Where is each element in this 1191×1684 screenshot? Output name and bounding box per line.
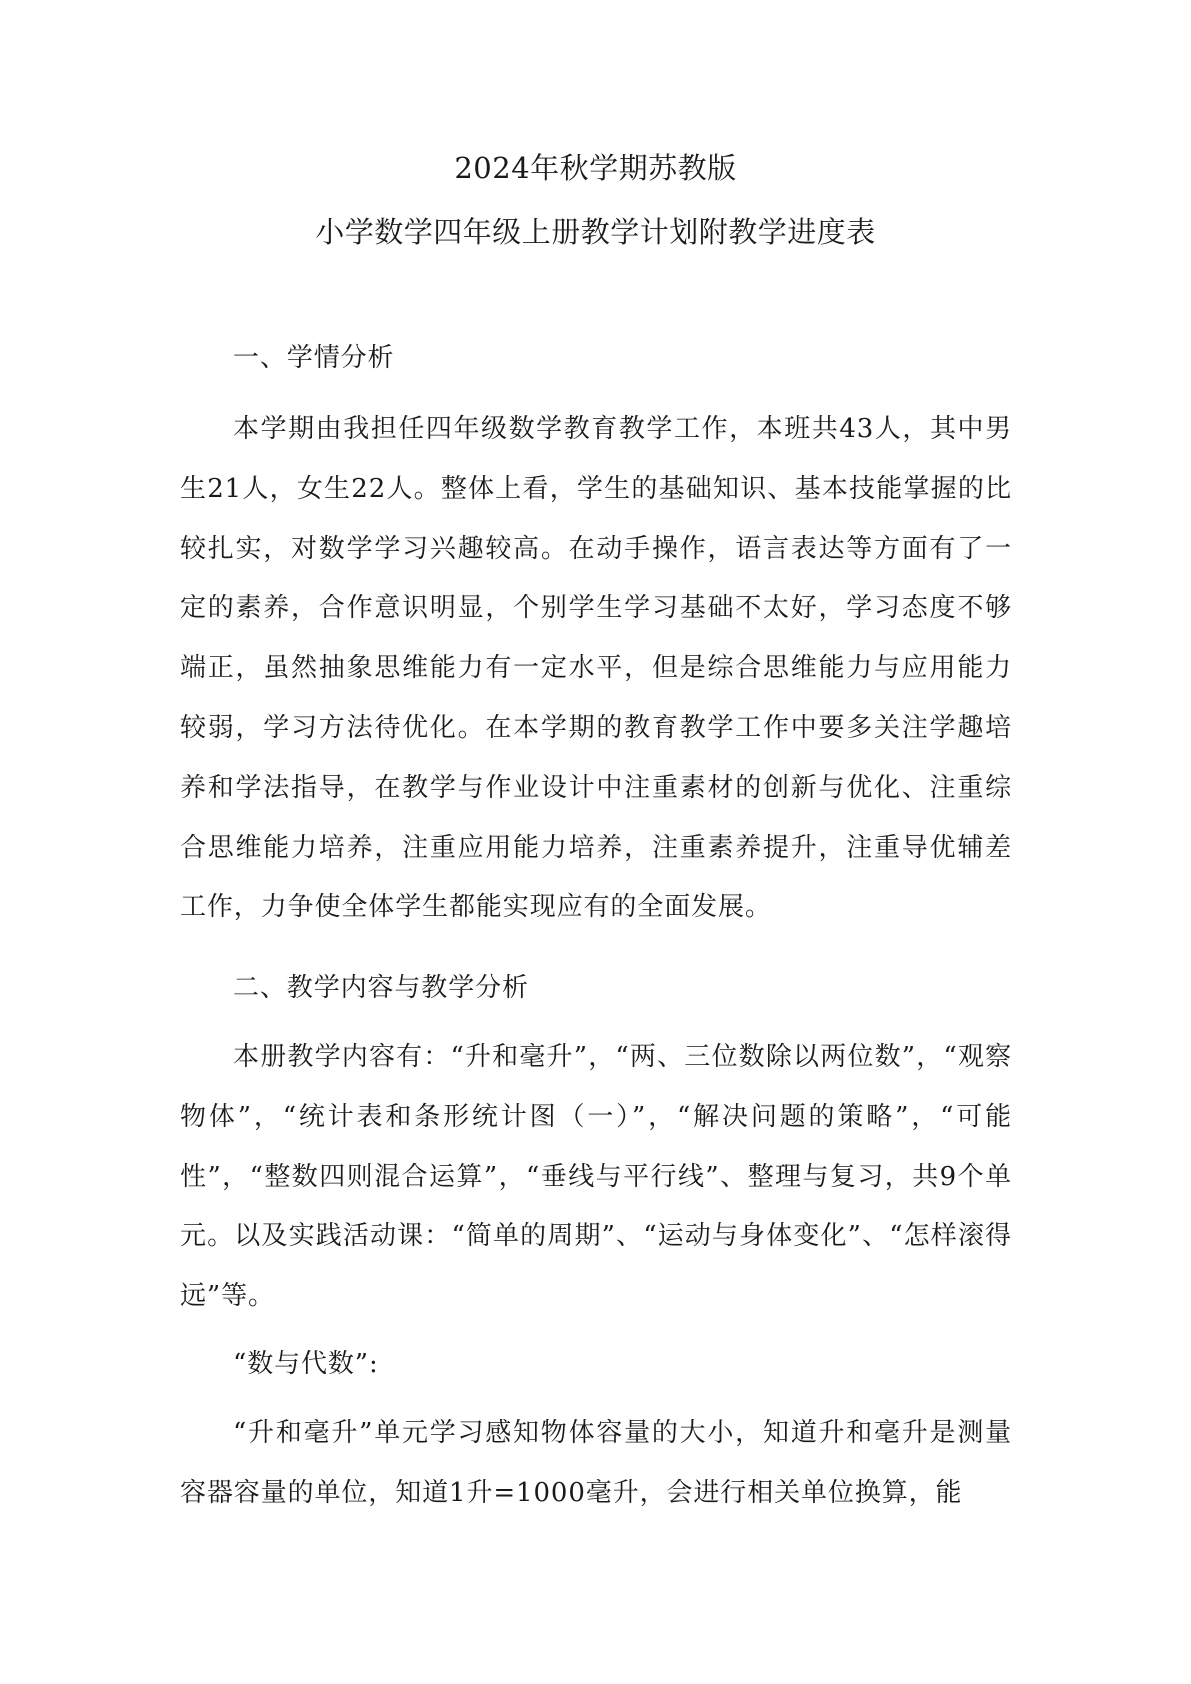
section-heading-content-analysis: 二、教学内容与教学分析: [233, 973, 529, 1003]
subheading-number-algebra: “数与代数”:: [233, 1349, 379, 1379]
paragraph-content-analysis: 本册教学内容有：“升和毫升”，“两、三位数除以两位数”，“观察物体”，“统计表和条形统计图（一）”，“解决问题的策略”，“可能性”，“整数四则混合运算”，“垂线与平行线”、整理与复习，共9个单元。以及实践活动课：“简单的周期”、“运动与身体变化”、“怎样滚得远”等。: [180, 1042, 1012, 1312]
paragraph-liters-milliliters: “升和毫升”单元学习感知物体容量的大小，知道升和毫升是测量容器容量的单位，知道1升=1000毫升，会进行相关单位换算，能: [180, 1418, 1012, 1508]
document-title-line-1: 2024年秋学期苏教版: [454, 151, 737, 185]
document-title-line-2: 小学数学四年级上册教学计划附教学进度表: [315, 215, 876, 249]
paragraph-learning-analysis: 本学期由我担任四年级数学教育教学工作，本班共43人，其中男生21人，女生22人。整体上看，学生的基础知识、基本技能掌握的比较扎实，对数学学习兴趣较高。在动手操作，语言表达等方面有了一定的素养，合作意识明显，个别学生学习基础不太好，学习态度不够端正，虽然抽象思维能力有一定水平，但是综合思维能力与应用能力较弱，学习方法待优化。在本学期的教育教学工作中要多关注学趣培养和学法指导，在教学与作业设计中注重素材的创新与优化、注重综合思维能力培养，注重应用能力培养，注重素养提升，注重导优辅差工作，力争使全体学生都能实现应有的全面发展。: [180, 414, 1012, 923]
section-heading-learning-analysis: 一、学情分析: [233, 343, 395, 373]
